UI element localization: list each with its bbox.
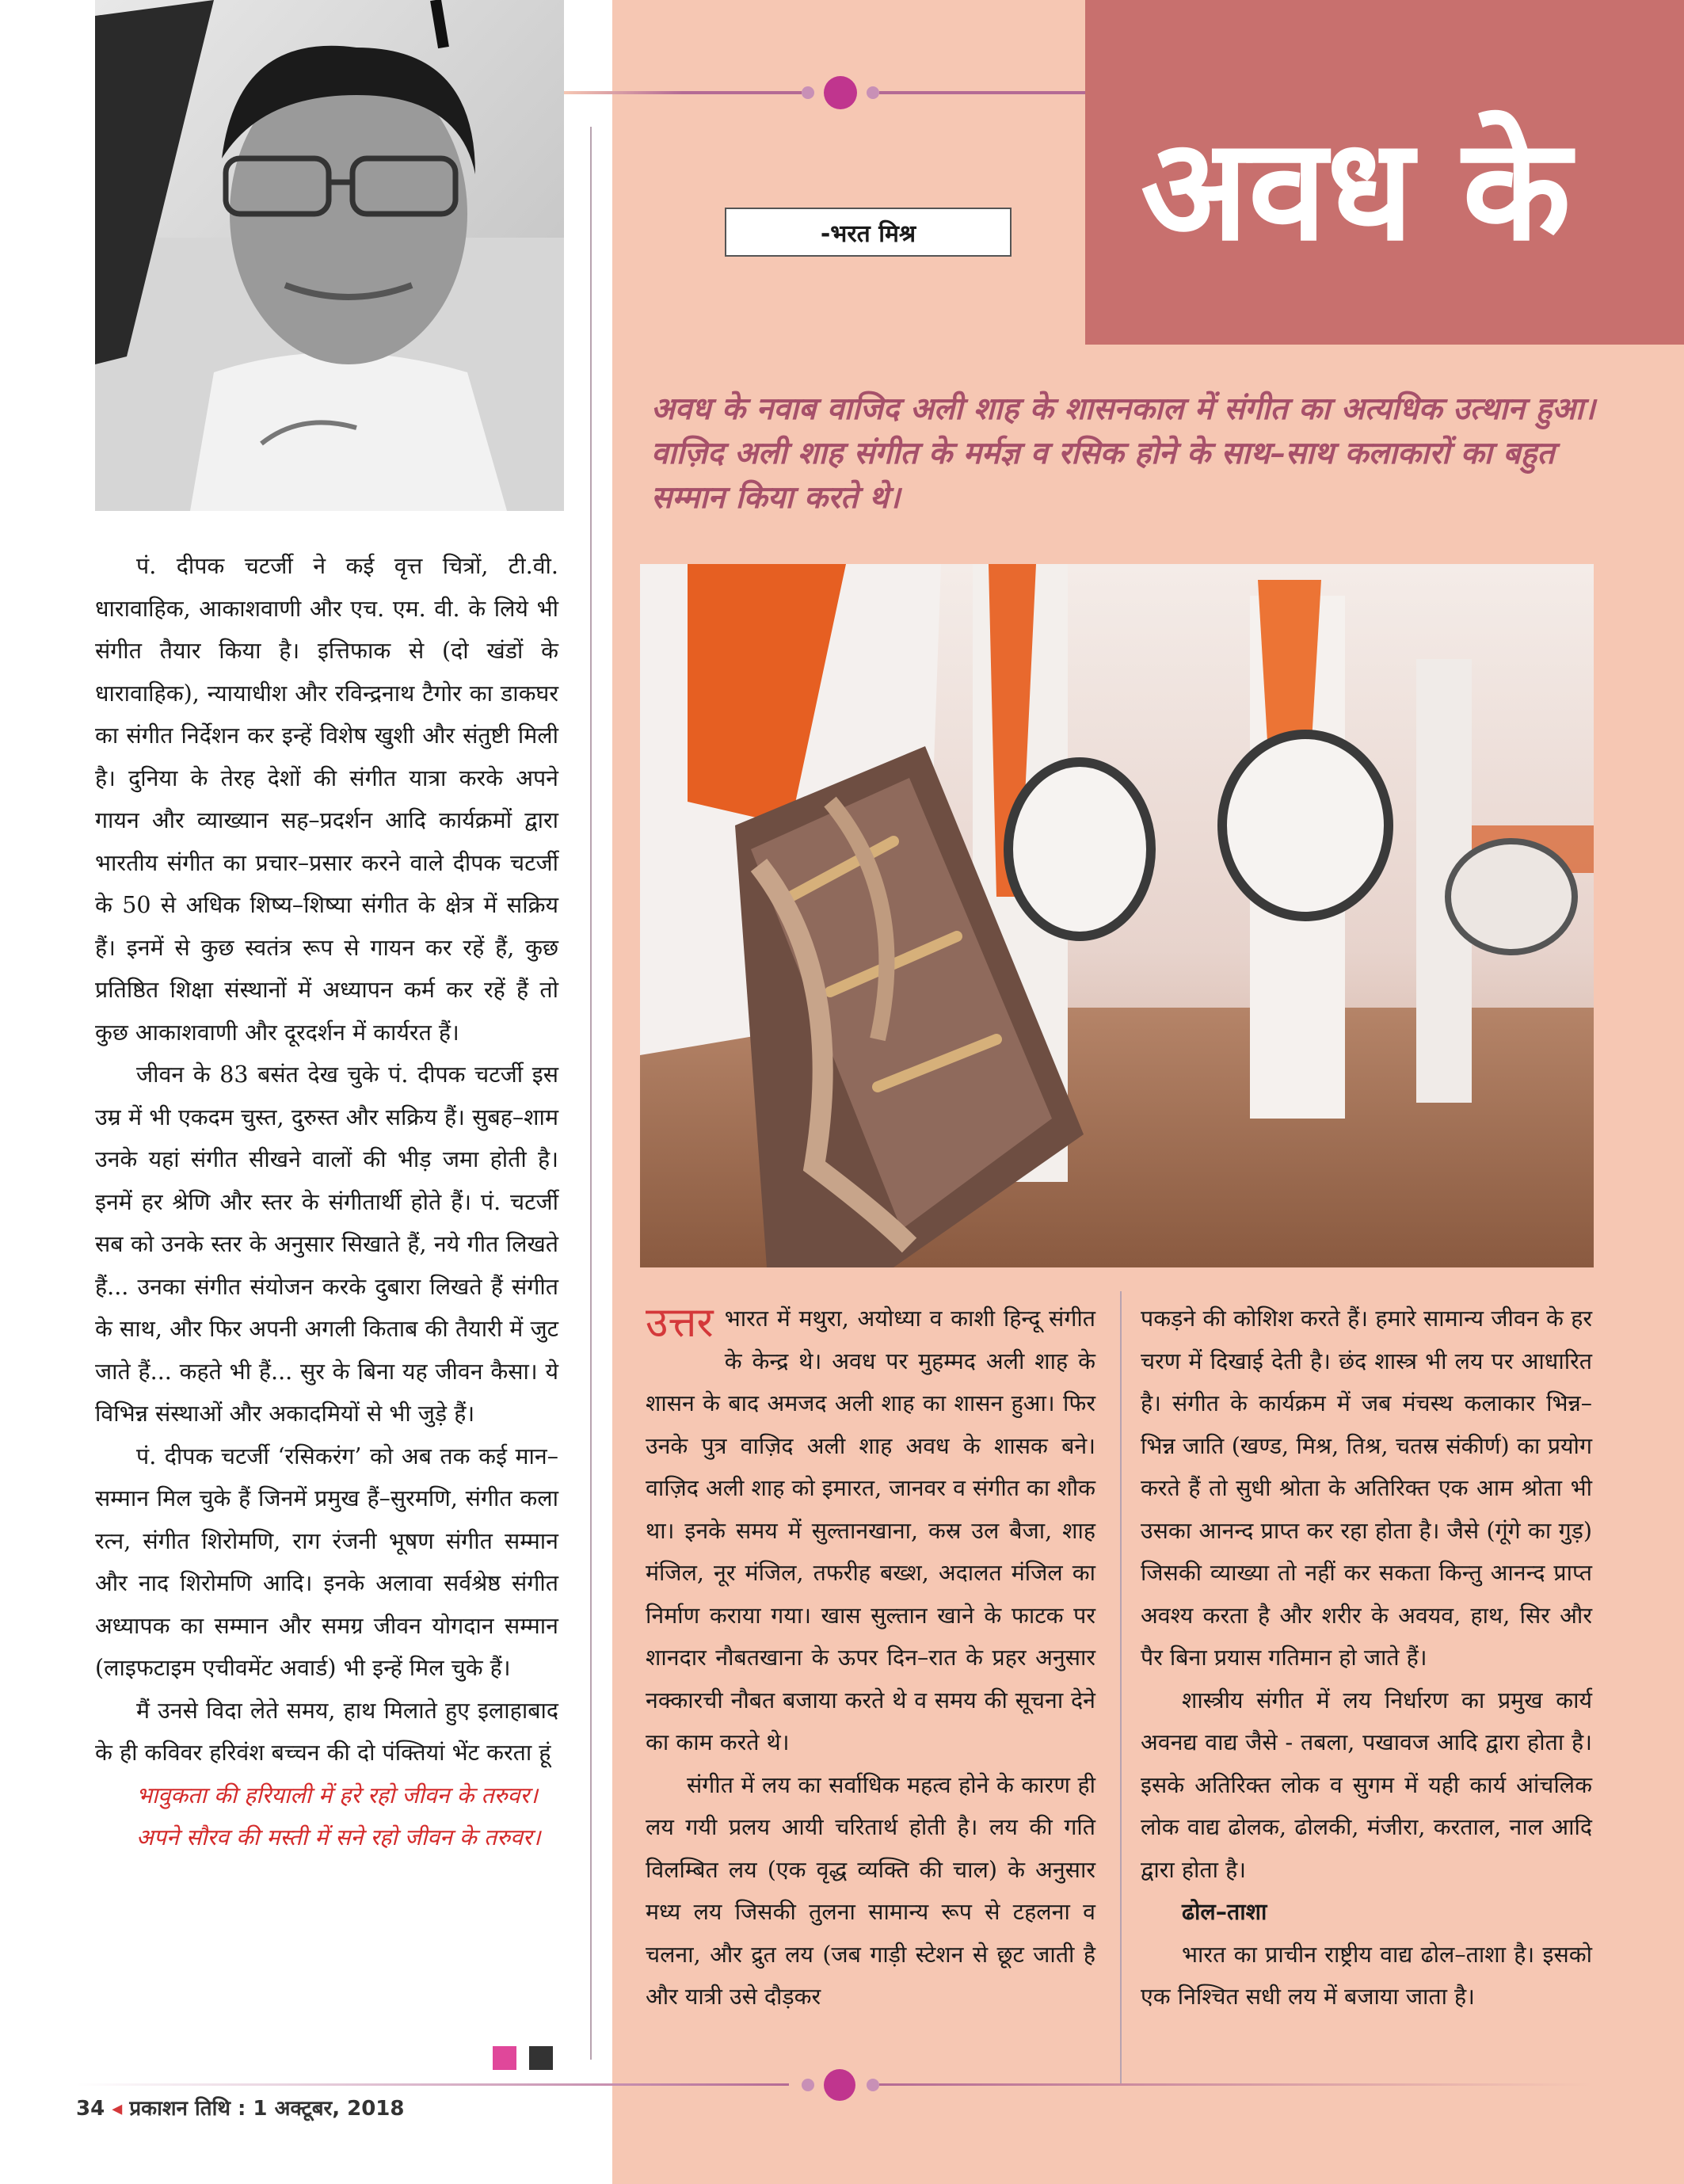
publication-date: प्रकाशन तिथि : 1 अक्टूबर, 2018 bbox=[129, 2097, 405, 2121]
left-article-column bbox=[95, 545, 558, 1859]
ornament-center-dot bbox=[824, 76, 857, 109]
paragraph: भारत का प्राचीन राष्ट्रीय वाद्य ढोल–ताशा है। इसको एक निश्चित सधी लय में बजाया जाता है। bbox=[1141, 1941, 1592, 2010]
end-marker-dark bbox=[529, 2046, 553, 2070]
intro-paragraph: अवध के नवाब वाजिद अली शाह के शासनकाल में संगीत का अत्यधिक उत्थान हुआ। वाज़िद अली शाह संगीत के मर्मज्ञ व रसिक होने के साथ–साथ कलाकारों का बहुत सम्मान किया करते थे। bbox=[651, 391, 1595, 516]
drop-cap: उत्तर bbox=[646, 1299, 714, 1347]
arrow-icon: ◂ bbox=[112, 2097, 123, 2121]
paragraph: शास्त्रीय संगीत में लय निर्धारण का प्रमुख कार्य अवनद्य वाद्य जैसे - तबला, पखावज आदि द्वारा होता है। इसके अतिरिक्त लोक व सुगम में यही कार्य आंचलिक लोक वाद्य ढोलक, ढोलकी, मंजीरा, करताल, नाल आदि द्वारा होता है। bbox=[1141, 1687, 1592, 1883]
column-divider bbox=[1120, 1291, 1122, 2083]
column-divider bbox=[590, 127, 592, 2060]
right-article-column bbox=[1141, 1298, 1592, 2018]
end-marker-pink bbox=[493, 2046, 516, 2070]
paragraph: मैं उनसे विदा लेते समय, हाथ मिलाते हुए इलाहाबाद के ही कविवर हरिवंश बच्चन की दो पंक्तियां भेंट करता हूं bbox=[95, 1697, 558, 1766]
paragraph: जीवन के 83 बसंत देख चुके पं. दीपक चटर्जी इस उम्र में भी एकदम चुस्त, दुरुस्त और सक्रिय हैं। सुबह–शाम उनके यहां संगीत सीखने वालों की भीड़ जमा होती है। इनमें हर श्रेणि और स्तर के संगीतार्थी होते हैं। पं. चटर्जी सब को उनके स्तर के अनुसार सिखाते हैं, नये गीत लिखते हैं... उनका संगीत संयोजन करके दुबारा लिखते हैं संगीत के साथ, और फिर अपनी अगली किताब की तैयारी में जुट जाते हैं... कहते भी हैं... सुर के बिना यह जीवन कैसा। ये विभिन्न संस्थाओं और अकादमियों से भी जुड़े हैं। bbox=[95, 1062, 558, 1427]
ornament-dot bbox=[867, 86, 879, 99]
page-number: 34 bbox=[76, 2097, 105, 2121]
paragraph: संगीत में लय का सर्वाधिक महत्व होने के कारण ही लय गयी प्रलय आयी चरितार्थ होती है। लय की गति विलम्बित लय (एक वृद्ध व्यक्ति की चाल) के अनुसार मध्य लय जिसकी तुलना सामान्य रूप से टहलना व चलना, और द्रुत लय (जब गाड़ी स्टेशन से छूट जाती है और यात्री उसे दौड़कर bbox=[646, 1771, 1095, 2010]
ornament-line-right bbox=[879, 91, 1085, 94]
page-title: अवध के bbox=[1141, 108, 1572, 272]
paragraph: पकड़ने की कोशिश करते हैं। हमारे सामान्य जीवन के हर चरण में दिखाई देती है। छंद शास्त्र भी लय पर आधारित है। संगीत के कार्यक्रम में जब मंचस्थ कलाकार भिन्न–भिन्न जाति (खण्ड, मिश्र, तिश्र, चतस्र संकीर्ण) का प्रयोग करते हैं तो सुधी श्रोता के अतिरिक्त एक आम श्रोता भी उसका आनन्द प्राप्त कर रहा होता है। जैसे (गूंगे का गुड़) जिसकी व्याख्या तो नहीं कर सकता किन्तु आनन्द प्राप्त अवश्य करता है और शरीर के अवयव, हाथ, सिर और पैर बिना प्रयास गतिमान हो जाते हैं। bbox=[1141, 1305, 1592, 1671]
poem-line: भावुकता की हरियाली में हरे रहो जीवन के तरुवर। bbox=[136, 1782, 538, 1809]
author-byline: -भरत मिश्र bbox=[725, 208, 1012, 257]
footer-ornament-line bbox=[879, 2083, 1592, 2086]
ornament-dot bbox=[802, 2079, 814, 2091]
ornament-center-dot bbox=[824, 2069, 855, 2101]
ornament-dot bbox=[867, 2079, 879, 2091]
middle-article-column bbox=[646, 1298, 1095, 2018]
ornament-line-left bbox=[564, 91, 802, 94]
page-footer bbox=[76, 2093, 405, 2121]
paragraph: पं. दीपक चटर्जी ‘रसिकरंग’ को अब तक कई मान–सम्मान मिल चुके हैं जिनमें प्रमुख हैं–सुरमणि, संगीत कला रत्न, संगीत शिरोमणि, राग रंजनी भूषण संगीत सम्मान और नाद शिरोमणि आदि। इनके अलावा सर्वश्रेष्ठ संगीत अध्यापक का सम्मान और समग्र जीवन योगदान सम्मान (लाइफटाइम एचीवमेंट अवार्ड) भी इन्हें मिल चुके हैं। bbox=[95, 1443, 558, 1681]
ornament-dot bbox=[802, 86, 814, 99]
poem-line: अपने सौरव की मस्ती में सने रहो जीवन के तरुवर। bbox=[136, 1824, 541, 1850]
footer-ornament-line bbox=[76, 2083, 789, 2086]
paragraph: पं. दीपक चटर्जी ने कई वृत्त चित्रों, टी.वी. धारावाहिक, आकाशवाणी और एच. एम. वी. के लिये भी संगीत तैयार किया है। इत्तिफाक से (दो खंडों के धारावाहिक), न्यायाधीश और रविन्द्रनाथ टैगोर का डाकघर का संगीत निर्देशन कर इन्हें विशेष खुशी और संतुष्टी मिली है। दुनिया के तेरह देशों की संगीत यात्रा करके अपने गायन और व्याख्यान सह–प्रदर्शन आदि कार्यक्रमों द्वारा भारतीय संगीत का प्रचार–प्रसार करने वाले दीपक चटर्जी के 50 से अधिक शिष्य–शिष्या संगीत के क्षेत्र में सक्रिय हैं। इनमें से कुछ स्वतंत्र रूप से गायन कर रहें हैं, कुछ प्रतिष्ठित शिक्षा संस्थानों में अध्यापन कर्म कर रहें हैं तो कुछ आकाशवाणी और दूरदर्शन में कार्यरत हैं। bbox=[95, 553, 558, 1046]
section-subheading: ढोल–ताशा bbox=[1182, 1899, 1267, 1925]
paragraph: भारत में मथुरा, अयोध्या व काशी हिन्दू संगीत के केन्द्र थे। अवध पर मुहम्मद अली शाह के शासन के बाद अमजद अली शाह का शासन हुआ। फिर उनके पुत्र वाज़िद अली शाह अवध के शासक बने। वाज़िद अली शाह को इमारत, जानवर व संगीत का शौक था। इनके समय में सुल्तानखाना, कस्र उल बैजा, शाह मंजिल, नूर मंजिल, तफरीह बख्श, अदालत मंजिल का निर्माण कराया गया। खास सुल्तान खाने के फाटक पर शानदार नौबतखाना के ऊपर दिन–रात के प्रहर अनुसार नक्कारची नौबत बजाया करते थे व समय की सूचना देने का काम करते थे। bbox=[646, 1305, 1095, 1755]
author-portrait-photo bbox=[95, 0, 564, 511]
dhol-tasha-drummers-photo bbox=[640, 564, 1594, 1267]
